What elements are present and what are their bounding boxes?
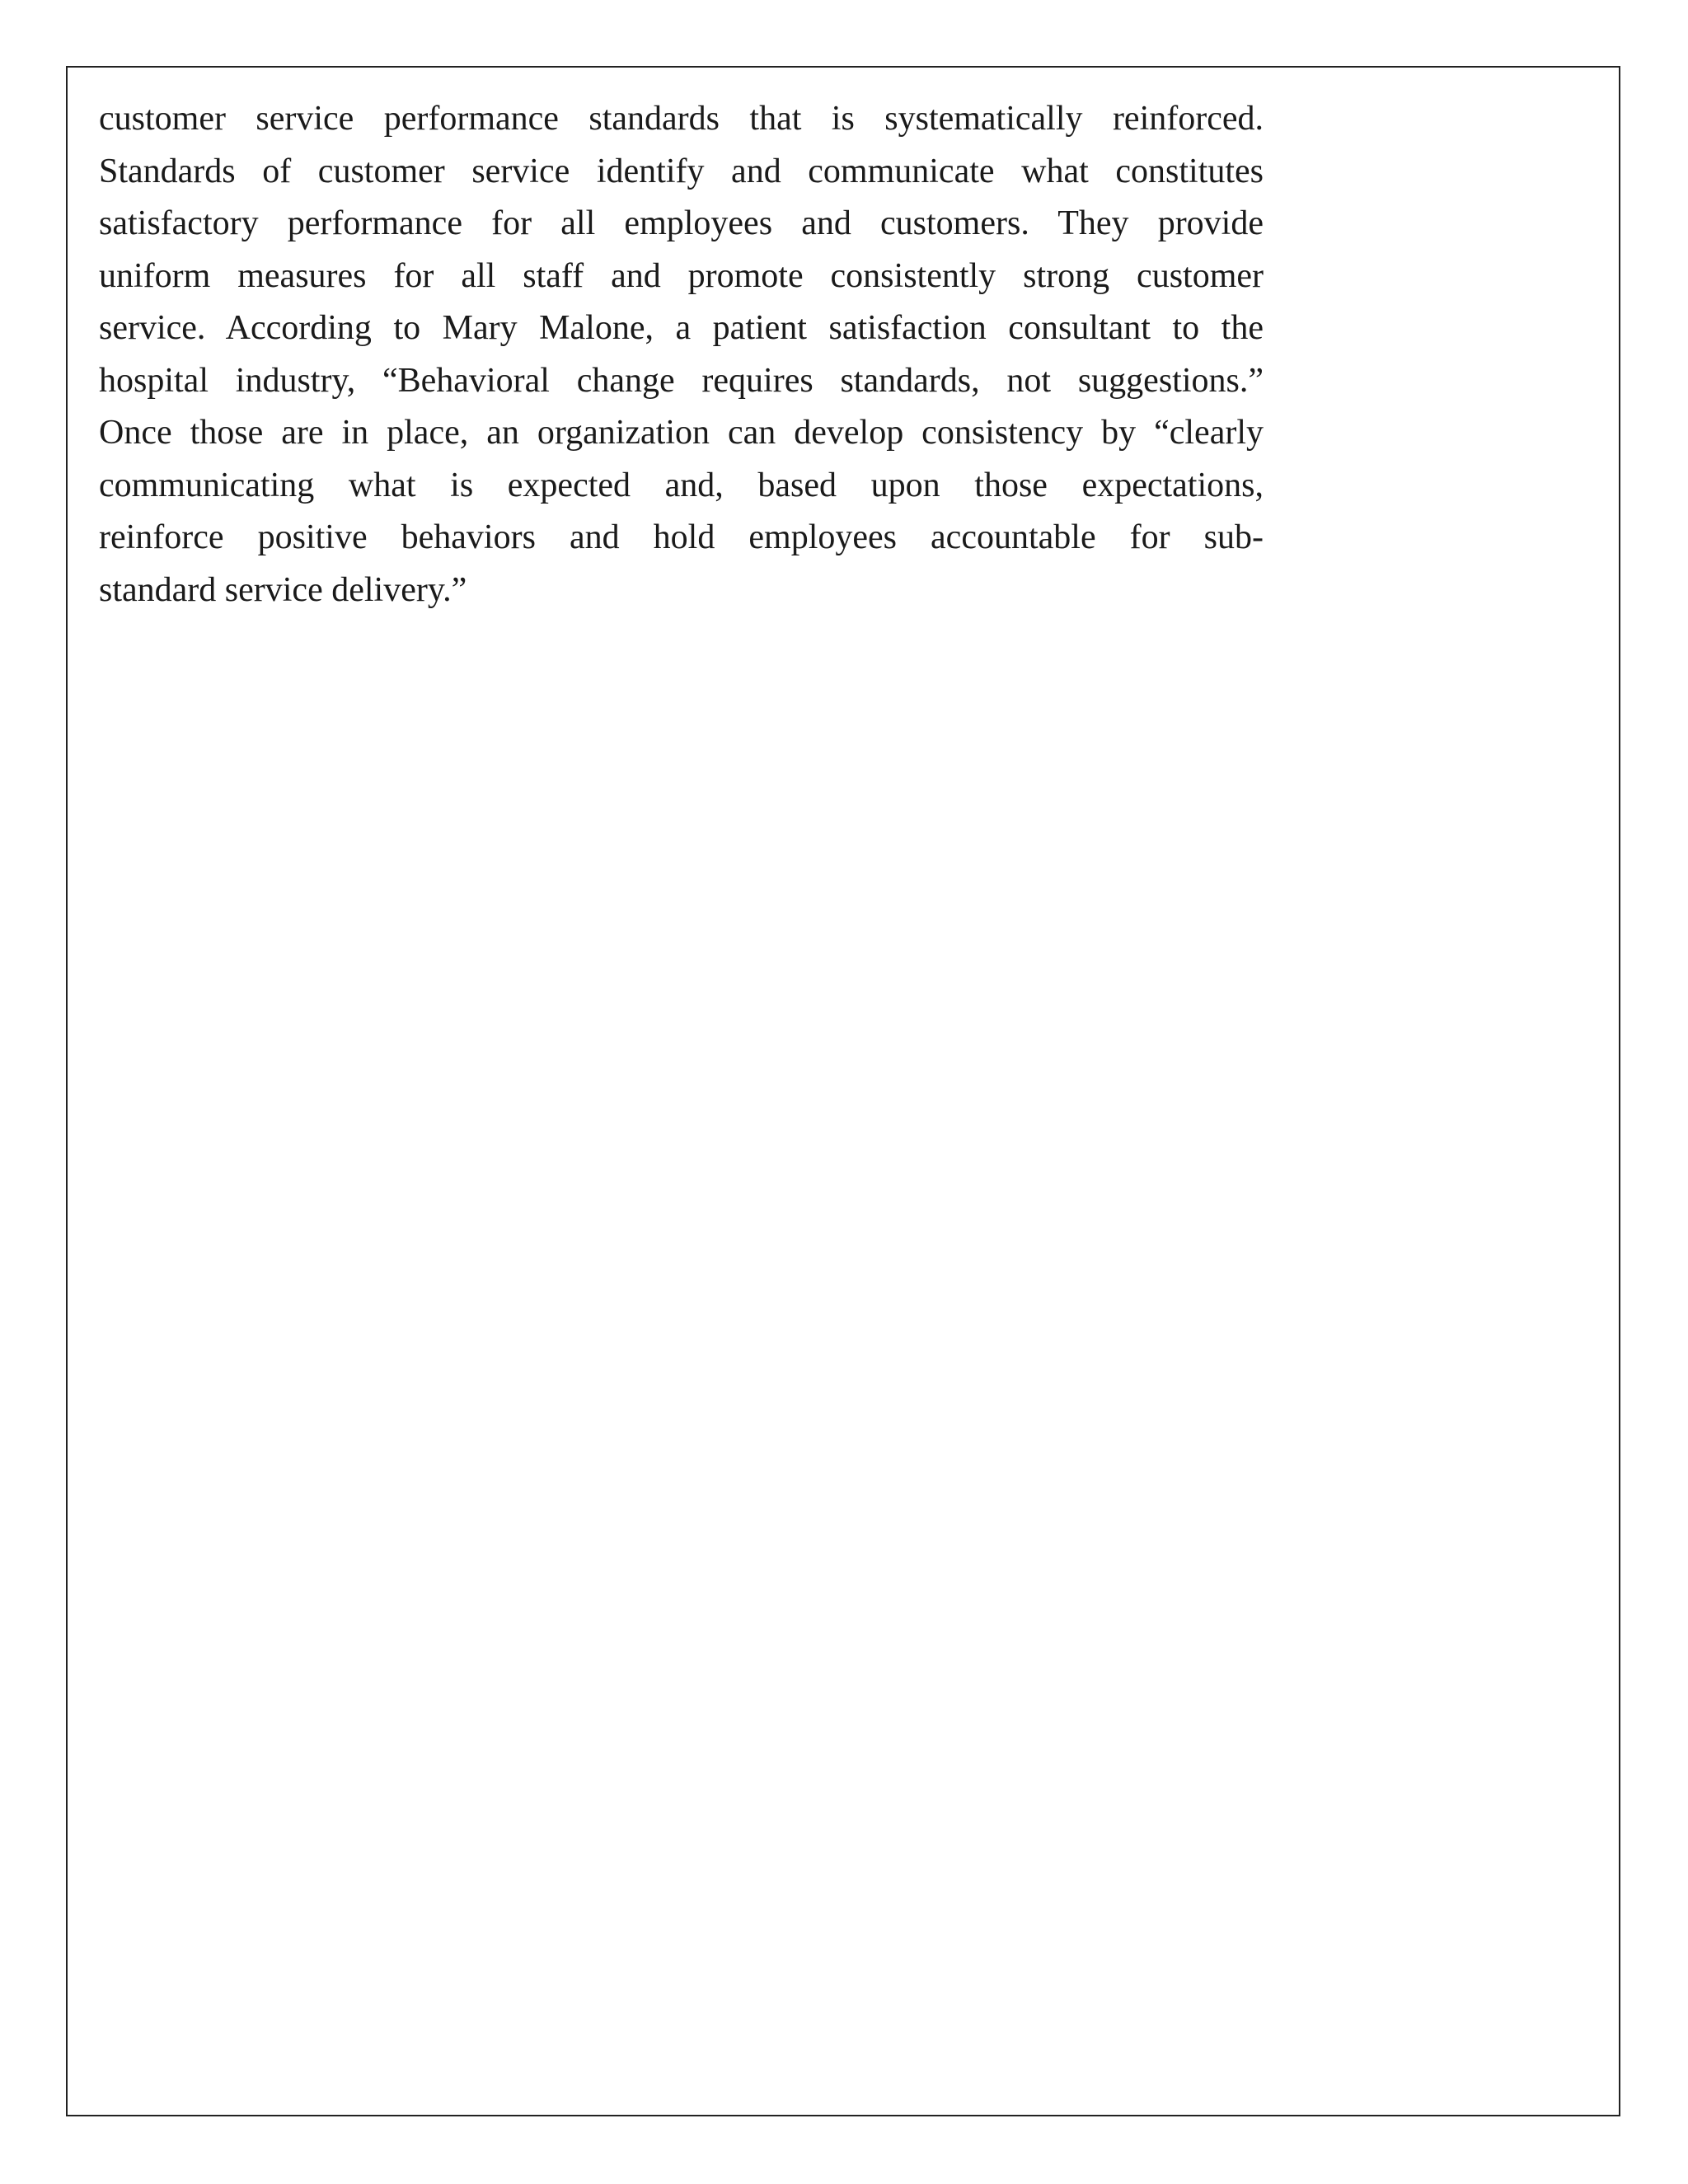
paragraph-line-10: standard service delivery.” bbox=[99, 570, 467, 609]
paragraph-line-2: Standards of customer service identify and communicate what constitutes bbox=[99, 152, 1264, 190]
paragraph-line-6: hospital industry, “Behavioral change requires standards, not suggestions.” bbox=[99, 361, 1264, 400]
paragraph-line-3: satisfactory performance for all employees and customers. They provide bbox=[99, 204, 1264, 242]
paragraph-line-1: customer service performance standards that is systematically reinforced. bbox=[99, 100, 1264, 138]
paragraph-line-5: service. According to Mary Malone, a patient satisfaction consultant to the bbox=[99, 309, 1264, 347]
paragraph-line-9: reinforce positive behaviors and hold employees accountable for sub- bbox=[99, 518, 1264, 556]
body-paragraph bbox=[99, 93, 1264, 616]
paragraph-line-7: Once those are in place, an organization can develop consistency by “clearly bbox=[99, 414, 1264, 452]
paragraph-line-4: uniform measures for all staff and promote consistently strong customer bbox=[99, 256, 1264, 295]
paragraph-line-8: communicating what is expected and, based upon those expectations, bbox=[99, 466, 1264, 504]
